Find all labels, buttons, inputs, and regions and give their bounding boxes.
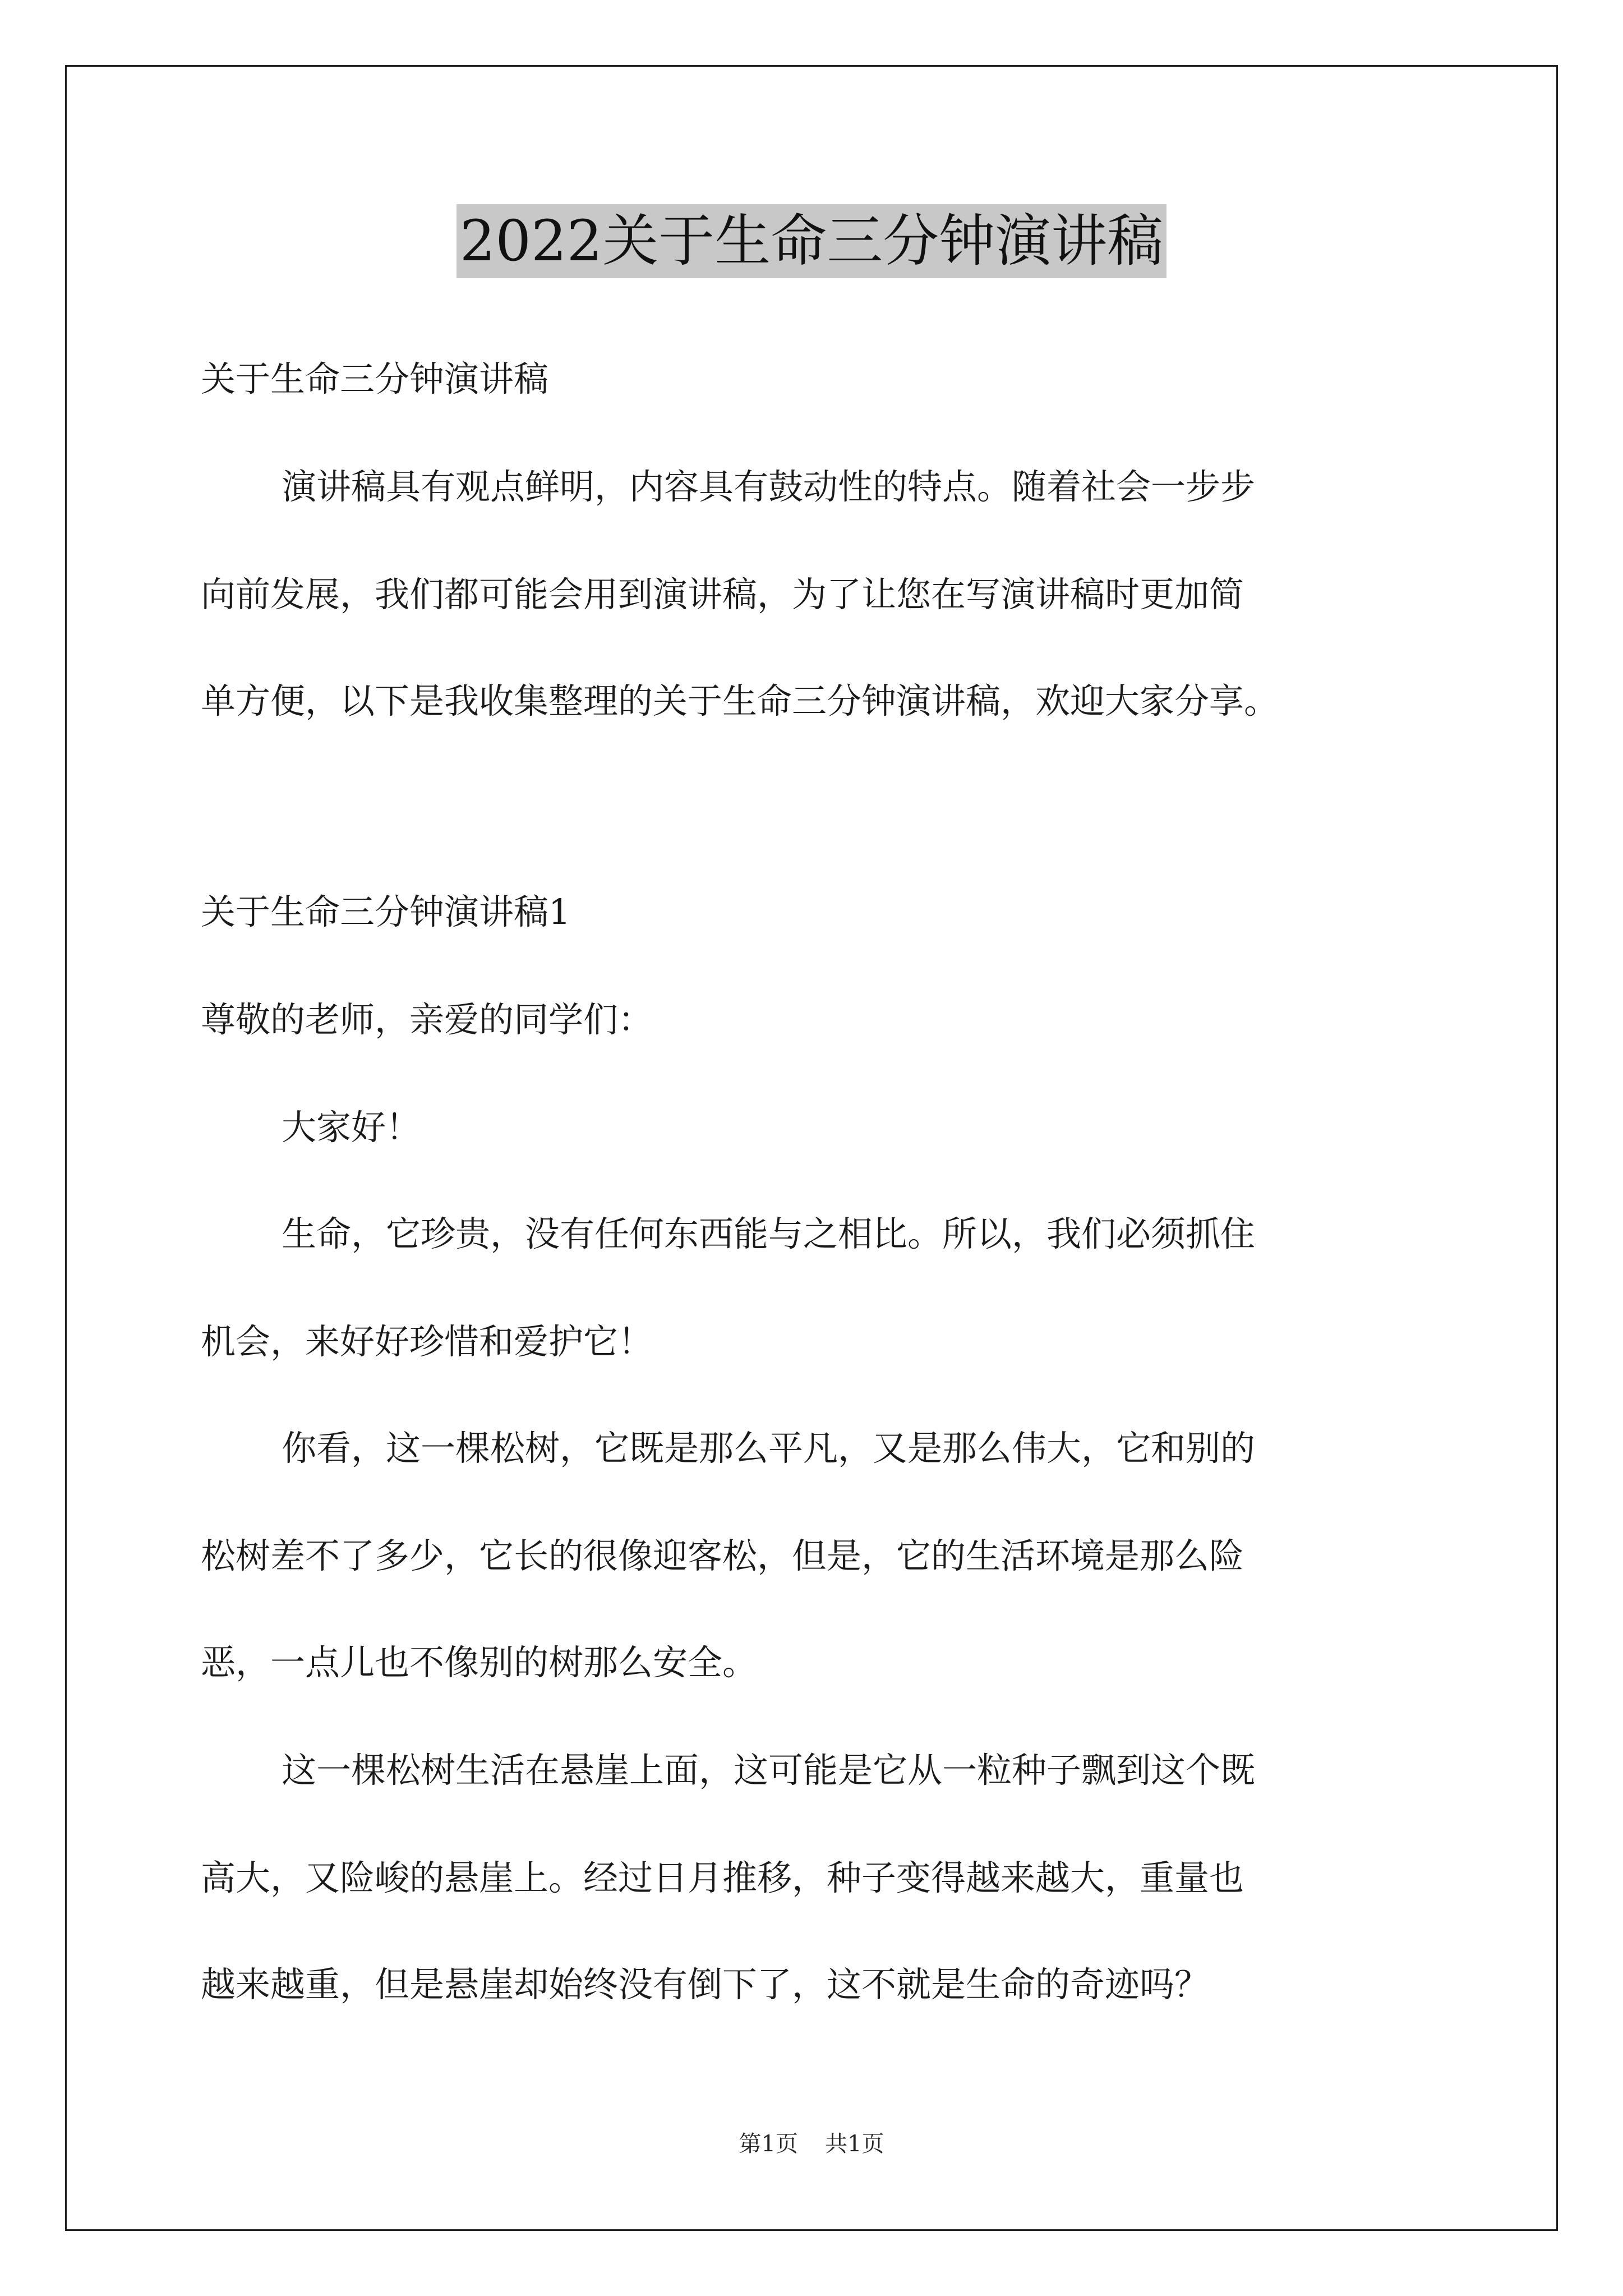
paragraph3-line-2: 高大，又险峻的悬崖上。经过日月推移，种子变得越来越大，重量也 [201,1857,1244,1898]
title-container [0,204,1623,278]
paragraph3-line-1: 这一棵松树生活在悬崖上面，这可能是它从一粒种子飘到这个既 [282,1750,1256,1791]
intro-line-1: 演讲稿具有观点鲜明，内容具有鼓动性的特点。随着社会一步步 [282,466,1256,507]
section-heading: 关于生命三分钟演讲稿1 [201,891,571,932]
page-total: 共1页 [825,2131,884,2157]
intro-line-3: 单方便，以下是我收集整理的关于生命三分钟演讲稿，欢迎大家分享。 [201,680,1279,721]
paragraph1-line-2: 机会，来好好珍惜和爱护它！ [201,1321,653,1362]
paragraph2-line-3: 恶，一点儿也不像别的树那么安全。 [201,1642,758,1683]
greeting: 大家好！ [282,1107,421,1148]
document-subtitle: 关于生命三分钟演讲稿 [201,358,549,399]
page-number: 第1页 [739,2131,798,2157]
intro-line-2: 向前发展，我们都可能会用到演讲稿，为了让您在写演讲稿时更加简 [201,574,1244,615]
paragraph1-line-1: 生命，它珍贵，没有任何东西能与之相比。所以，我们必须抓住 [282,1213,1256,1254]
paragraph2-line-2: 松树差不了多少，它长的很像迎客松，但是，它的生活环境是那么险 [201,1535,1244,1576]
page-footer [0,2130,1623,2158]
paragraph2-line-1: 你看，这一棵松树，它既是那么平凡，又是那么伟大，它和别的 [282,1428,1256,1469]
paragraph3-line-3: 越来越重，但是悬崖却始终没有倒下了，这不就是生命的奇迹吗？ [201,1964,1210,2005]
document-title: 2022关于生命三分钟演讲稿 [457,204,1167,278]
salutation: 尊敬的老师，亲爱的同学们： [201,999,653,1040]
